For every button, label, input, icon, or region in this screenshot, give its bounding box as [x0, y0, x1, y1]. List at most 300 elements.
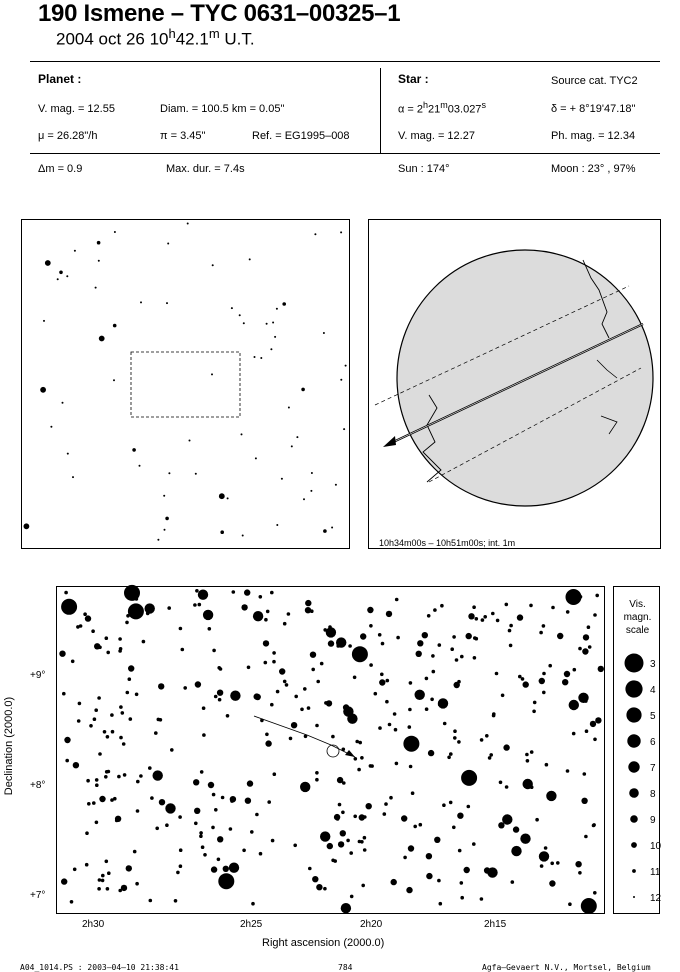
star-dot [71, 660, 75, 664]
legend-label-11: 11 [650, 867, 661, 878]
star-dot [193, 779, 199, 785]
star-dot [126, 614, 130, 618]
star-dot [472, 842, 476, 846]
star-dot [425, 677, 429, 681]
star-dot [194, 808, 200, 814]
star-dot [346, 839, 350, 843]
star-dot [115, 819, 119, 823]
star-dot [367, 607, 373, 613]
star-dot [203, 610, 213, 620]
star-dot [324, 701, 328, 705]
star-dot [255, 457, 257, 459]
star-dot [85, 863, 89, 867]
star-dot [530, 750, 534, 754]
star-dot [279, 668, 285, 674]
star-dot [282, 302, 286, 306]
star-dot [208, 782, 214, 788]
star-dot [312, 876, 318, 882]
star-dot [360, 633, 366, 639]
star-dot [457, 680, 461, 684]
star-dot [438, 643, 442, 647]
legend-symbols [614, 587, 662, 913]
star-dot [525, 753, 529, 757]
star-dot [272, 660, 276, 664]
star-dot [264, 661, 268, 665]
star-dot [355, 740, 359, 744]
star-phmag: Ph. mag. = 12.34 [551, 130, 636, 142]
footer-credit: Agfa–Gevaert N.V., Mortsel, Belgium [482, 963, 651, 972]
planet-heading: Planet : [38, 72, 82, 86]
star-dot [150, 796, 154, 800]
star-dot [556, 861, 560, 865]
star-dot [394, 728, 398, 732]
star-dot [198, 590, 208, 600]
planet-diameter: Diam. = 100.5 km = 0.05" [160, 103, 285, 115]
star-dot [110, 713, 114, 717]
star-dot [62, 402, 64, 404]
star-dot [449, 752, 453, 756]
star-dot [74, 250, 76, 252]
star-dot [578, 871, 582, 875]
star-dot [505, 603, 509, 607]
star-dot [440, 604, 444, 608]
star-dot [272, 322, 274, 324]
star-dot [202, 733, 206, 737]
star-dot [272, 651, 276, 655]
star-dot [336, 644, 340, 648]
star-dot [595, 594, 599, 598]
star-dot [199, 834, 203, 838]
star-dot [247, 780, 253, 786]
star-dot [159, 799, 165, 805]
star-dot [432, 670, 436, 674]
star-dot [326, 627, 336, 637]
star-dot [340, 830, 346, 836]
star-dot [300, 708, 304, 712]
star-dot [219, 493, 225, 499]
star-dot [97, 887, 101, 891]
star-dot [270, 348, 272, 350]
star-dot [168, 472, 170, 474]
star-dot [165, 517, 169, 521]
star-dot [532, 710, 536, 714]
star-declination: δ = + 8°19'47.18" [551, 103, 636, 115]
star-dot [142, 640, 146, 644]
star-dot [464, 867, 470, 873]
legend-dot-4 [625, 680, 642, 697]
legend-dot-11 [632, 869, 636, 873]
star-dot [167, 606, 171, 610]
star-dot [283, 622, 287, 626]
star-dot [221, 796, 225, 800]
star-dot [86, 779, 90, 783]
star-dot [253, 611, 263, 621]
star-dot [199, 831, 203, 835]
footer-page: 784 [338, 963, 353, 972]
star-dot [505, 785, 509, 789]
star-dot [549, 880, 555, 886]
star-dot [106, 887, 110, 891]
star-dot [310, 609, 314, 613]
star-dot [202, 706, 206, 710]
star-dot [314, 233, 316, 235]
star-dot [395, 598, 399, 602]
star-dot [211, 826, 215, 830]
star-dot [305, 607, 311, 613]
star-dot [569, 700, 579, 710]
star-alpha-prefix: α = 2 [398, 103, 424, 116]
star-dot [264, 618, 268, 622]
star-dot [581, 798, 587, 804]
legend-label-12: 12 [650, 893, 662, 904]
star-dot [226, 714, 230, 718]
legend-dot-10 [631, 842, 637, 848]
star-dot [300, 782, 310, 792]
star-dot [119, 705, 123, 709]
star-dot [105, 770, 109, 774]
star-dot [427, 614, 431, 618]
star-dot [303, 687, 307, 691]
legend-label-5: 5 [650, 711, 656, 722]
star-dot [303, 498, 305, 500]
star-dot [523, 779, 533, 789]
sun-elongation: Sun : 174° [398, 163, 450, 175]
star-dot [535, 818, 539, 822]
star-dot [242, 849, 246, 853]
star-dot [386, 679, 390, 683]
star-dot [323, 332, 325, 334]
star-dot [187, 223, 189, 225]
star-dot [113, 797, 117, 801]
star-dot [270, 703, 274, 707]
star-dot [64, 591, 68, 595]
star-dot [354, 757, 358, 761]
star-dot [583, 772, 587, 776]
star-dot [593, 613, 597, 617]
star-dot [523, 681, 529, 687]
star-dot [320, 662, 324, 666]
date-hour-unit: h [168, 26, 176, 41]
star-dot [315, 778, 319, 782]
star-dot [598, 666, 604, 672]
star-dot [73, 762, 79, 768]
header-rule-top [30, 61, 660, 62]
star-dot [384, 802, 388, 806]
star-dot [395, 762, 399, 766]
star-dot [276, 308, 278, 310]
star-dot [291, 445, 293, 447]
star-dot [136, 809, 140, 813]
star-dot [212, 264, 214, 266]
star-dot [431, 654, 435, 658]
legend-title-1: Vis. [629, 599, 646, 610]
star-dot [104, 775, 108, 779]
star-dot [447, 756, 451, 760]
star-dot [439, 902, 443, 906]
star-dot [403, 856, 407, 860]
star-dot [473, 656, 477, 660]
star-dot [338, 803, 342, 807]
star-dot [125, 621, 129, 625]
star-dot [483, 615, 487, 619]
star-dot [472, 605, 476, 609]
star-dot [174, 899, 178, 903]
star-dot [408, 725, 412, 729]
star-dot [241, 433, 243, 435]
star-dot [363, 815, 367, 819]
star-dot [338, 841, 344, 847]
globe-view [369, 220, 660, 548]
star-dot [316, 884, 322, 890]
star-dot [460, 896, 464, 900]
star-dot [57, 278, 59, 280]
star-dot [360, 756, 364, 760]
star-dot [70, 900, 74, 904]
star-dot [573, 668, 577, 672]
star-dot [274, 336, 276, 338]
star-dot [328, 640, 334, 646]
star-dot [98, 878, 102, 882]
star-dot [542, 672, 546, 676]
event-datetime [56, 26, 255, 50]
star-dot [311, 472, 313, 474]
star-dot [348, 644, 352, 648]
star-dot [422, 632, 428, 638]
target-star-marker [327, 745, 339, 757]
star-dot [195, 681, 201, 687]
star-dot [148, 766, 152, 770]
legend-title-2: magn. [623, 612, 652, 623]
star-dot [244, 589, 250, 595]
star-dot [95, 783, 99, 787]
star-dot [361, 884, 365, 888]
ytick-2: +7° [30, 890, 46, 901]
star-dot [533, 701, 537, 705]
star-dot [323, 628, 327, 632]
star-dot [212, 793, 216, 797]
star-dot [363, 848, 367, 852]
star-dot [101, 874, 105, 878]
star-dot [343, 428, 345, 430]
star-dot [200, 770, 204, 774]
star-dot [548, 664, 552, 668]
star-dot [584, 835, 588, 839]
star-dot [95, 821, 99, 825]
star-dot [73, 868, 77, 872]
star-dot [296, 436, 298, 438]
star-dot [165, 803, 175, 813]
star-dot [181, 648, 185, 652]
star-dot [179, 848, 183, 852]
star-dot [135, 882, 139, 886]
star-dot [489, 753, 493, 757]
star-dot [369, 663, 373, 667]
star-dot [323, 529, 327, 533]
star-dot [584, 699, 588, 703]
star-dot [301, 388, 305, 392]
star-dot [383, 812, 387, 816]
star-dot [121, 885, 127, 891]
star-dot [498, 822, 504, 828]
star-dot [426, 873, 432, 879]
star-dot [425, 707, 429, 711]
legend-dot-5 [626, 707, 641, 722]
star-dot [461, 770, 477, 786]
star-dot [40, 387, 46, 393]
star-dot [540, 864, 544, 868]
star-dot [572, 732, 576, 736]
star-dot [551, 606, 555, 610]
direction-arrow-icon [383, 436, 396, 447]
star-dot [245, 798, 251, 804]
star-dot [189, 440, 191, 442]
star-dot [132, 448, 136, 452]
star-dot [95, 287, 97, 289]
planet-reference: Ref. = EG1995–008 [252, 130, 350, 142]
earth-disk [397, 250, 653, 506]
legend-label-8: 8 [650, 789, 656, 800]
star-dot [550, 862, 554, 866]
legend-label-6: 6 [650, 737, 656, 748]
legend-title-3: scale [625, 625, 650, 636]
star-dot [128, 665, 134, 671]
star-dot [229, 863, 239, 873]
star-dot [511, 846, 521, 856]
star-dot [87, 802, 91, 806]
header-divider [380, 68, 381, 154]
star-dot [582, 648, 588, 654]
star-dot [72, 476, 74, 478]
star-dot [545, 763, 549, 767]
star-dot [366, 803, 372, 809]
star-dot [111, 730, 115, 734]
finder-star-field [22, 220, 349, 548]
star-dot [230, 796, 236, 802]
star-dot [513, 826, 519, 832]
legend-dot-8 [629, 788, 639, 798]
star-dot [415, 690, 425, 700]
star-dot [113, 379, 115, 381]
star-dot [140, 301, 142, 303]
page-title: 190 Ismene – TYC 0631–00325–1 [38, 0, 401, 27]
x-axis-label: Right ascension (2000.0) [262, 937, 385, 949]
star-dot [353, 676, 357, 680]
star-dot [369, 624, 373, 628]
star-dot [378, 726, 382, 730]
star-dot [45, 260, 51, 266]
star-dot [378, 633, 382, 637]
star-dot [499, 781, 503, 785]
star-dot [123, 773, 127, 777]
star-dot [328, 625, 332, 629]
legend-dot-12 [633, 896, 635, 898]
star-dot [452, 826, 456, 830]
star-dot [311, 668, 315, 672]
star-dot [133, 850, 137, 854]
star-dot [357, 768, 361, 772]
legend-dot-7 [628, 761, 639, 772]
star-dot [105, 860, 109, 864]
star-dot [77, 719, 81, 723]
legend-label-10: 10 [650, 841, 662, 852]
star-dot [331, 527, 333, 529]
star-dot [85, 615, 91, 621]
star-dot [485, 734, 489, 738]
star-dot [78, 702, 82, 706]
star-dot [158, 683, 164, 689]
star-dot [323, 887, 327, 891]
star-dot [343, 706, 353, 716]
star-dot [250, 830, 254, 834]
xtick-2: 2h20 [360, 919, 383, 930]
star-dot [223, 866, 229, 872]
star-dot [139, 465, 141, 467]
star-dot [266, 323, 268, 325]
star-dot [340, 379, 342, 381]
moon-info: Moon : 23° , 97% [551, 163, 636, 175]
star-dot [214, 695, 218, 699]
star-dot [542, 624, 546, 628]
star-dot [358, 840, 362, 844]
star-dot [273, 772, 277, 776]
finder-chart [21, 219, 350, 549]
star-dot [579, 595, 583, 599]
star-dot [220, 530, 224, 534]
star-dot [419, 823, 423, 827]
star-dot [241, 604, 247, 610]
star-right-ascension [398, 100, 486, 116]
star-dot [428, 750, 434, 756]
star-dot [208, 627, 212, 631]
star-dot [430, 698, 434, 702]
star-dot [305, 600, 311, 606]
star-dot [557, 633, 563, 639]
star-dot [214, 808, 218, 812]
star-dot [65, 759, 69, 763]
star-dot [433, 608, 437, 612]
date-minutes: 42.1 [175, 29, 209, 49]
star-dot [294, 695, 298, 699]
star-dot [450, 647, 454, 651]
planet-vmag: V. mag. = 12.55 [38, 103, 115, 115]
star-dot [43, 320, 45, 322]
star-dot [249, 258, 251, 260]
star-dot [380, 673, 384, 677]
star-dot [401, 815, 407, 821]
star-dot [128, 677, 132, 681]
star-dot [98, 260, 100, 262]
star-dot [98, 752, 102, 756]
star-dot [194, 822, 198, 826]
star-dot [409, 681, 413, 685]
xtick-3: 2h15 [484, 919, 507, 930]
star-dot [417, 640, 423, 646]
star-dot [307, 706, 311, 710]
star-dot [453, 736, 457, 740]
star-dot [320, 831, 330, 841]
star-dot [475, 617, 479, 621]
star-dot [230, 691, 240, 701]
star-alpha-m: m [440, 100, 448, 110]
star-dot [128, 603, 144, 619]
star-dot [126, 865, 132, 871]
star-dot [122, 742, 126, 746]
star-dot [496, 619, 500, 623]
star-dot [67, 453, 69, 455]
star-dot [587, 625, 591, 629]
globe-caption: 10h34m00s – 10h51m00s; int. 1m [379, 538, 516, 548]
star-dot [83, 612, 87, 616]
